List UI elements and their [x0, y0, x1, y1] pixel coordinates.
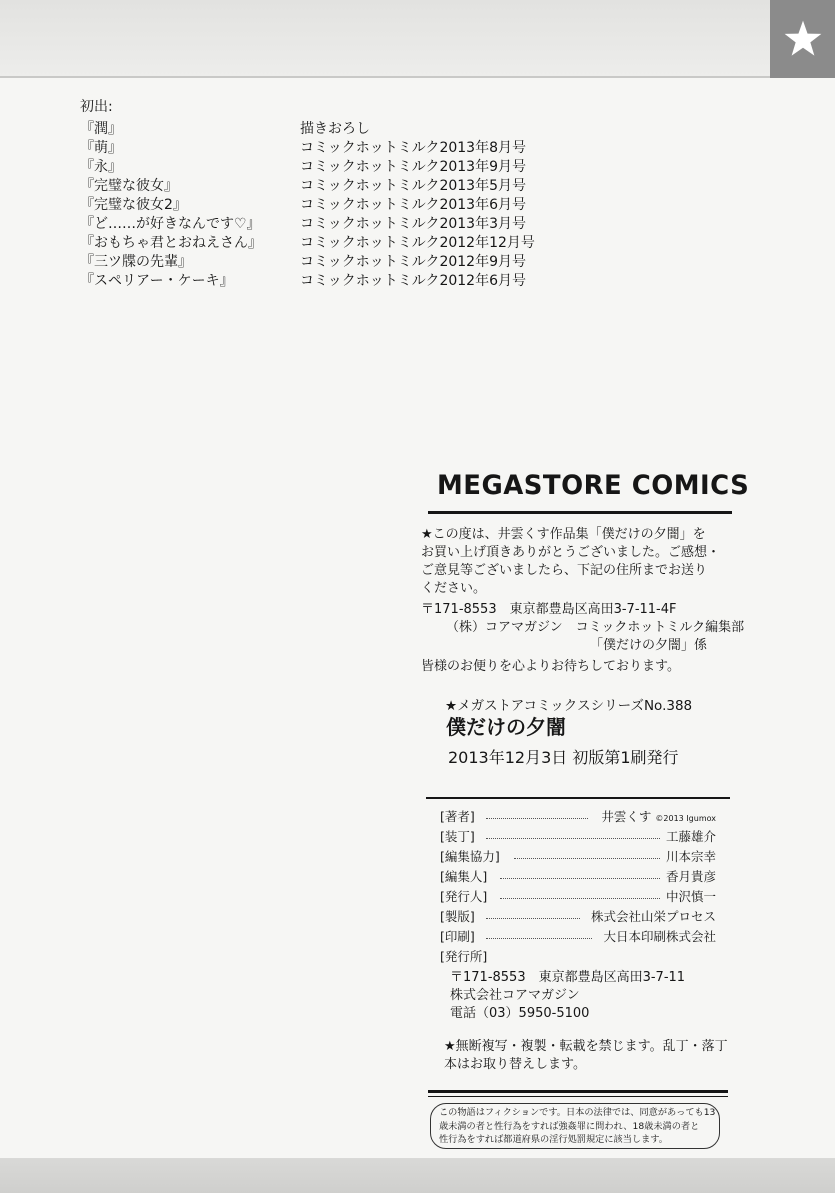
- brand-divider: [428, 511, 732, 514]
- credit-role: [編集協力]: [440, 849, 500, 864]
- credit-row: [440, 907, 716, 925]
- leader-dots: [486, 838, 660, 839]
- bottom-divider: [428, 1090, 728, 1093]
- reader-message-line: お買い上げ頂きありがとうございました。ご感想・: [421, 545, 721, 560]
- credit-row: [440, 847, 716, 865]
- closing-text: 皆様のお便りを心よりお待ちしております。: [421, 659, 680, 674]
- mail-address-line: （株）コアマガジン コミックホットミルク編集部: [446, 620, 745, 635]
- book-title: 僕だけの夕闇: [446, 715, 566, 739]
- copyright-note: ©2013 Igumox: [655, 814, 716, 823]
- story-source: コミックホットミルク2013年9月号: [300, 159, 526, 175]
- leader-dots: [486, 818, 588, 819]
- credit-role: [印刷]: [440, 929, 475, 944]
- credit-role: [著者]: [440, 809, 475, 824]
- credit-name: 川本宗幸: [665, 849, 716, 864]
- story-title: 『ど……が好きなんです♡』: [80, 216, 261, 232]
- credit-name-group: [601, 807, 716, 825]
- legal-line: 性行為をすれば都道府県の淫行処罰規定に該当します。: [439, 1134, 668, 1145]
- top-band-edge: [0, 76, 770, 78]
- credit-name: 井雲くす: [601, 809, 652, 824]
- story-title: 『完璧な彼女2』: [80, 197, 187, 213]
- story-source: コミックホットミルク2013年6月号: [300, 197, 526, 213]
- credit-name: 大日本印刷株式会社: [603, 929, 716, 944]
- credit-name: 中沢慎一: [665, 889, 716, 904]
- star-icon: [782, 18, 824, 60]
- brand-logo: MEGASTORE COMICS: [437, 470, 750, 501]
- mail-address-line: 〒171-8553 東京都豊島区高田3-7-11-4F: [421, 602, 677, 617]
- top-gray-band: [0, 0, 770, 76]
- story-title: 『スペリアー・ケーキ』: [80, 273, 234, 289]
- story-source: コミックホットミルク2012年6月号: [300, 273, 526, 289]
- credit-row: [440, 827, 716, 845]
- story-title: 『三ツ牒の先輩』: [80, 254, 192, 270]
- story-title: 『永』: [80, 159, 122, 175]
- reader-message-line: ください。: [421, 581, 487, 596]
- credits-divider: [426, 797, 730, 799]
- leader-dots: [486, 938, 592, 939]
- publisher-line: 株式会社コアマガジン: [450, 988, 580, 1003]
- edition-date: 2013年12月3日 初版第1刷発行: [448, 748, 679, 767]
- credit-role: [編集人]: [440, 869, 488, 884]
- story-title: 『萌』: [80, 140, 122, 156]
- copyright-notice-line: ★無断複写・複製・転載を禁じます。乱丁・落丁: [444, 1039, 728, 1054]
- publisher-line: 電話（03）5950-5100: [450, 1006, 590, 1021]
- story-title: 『潤』: [80, 121, 122, 137]
- story-source: コミックホットミルク2012年9月号: [300, 254, 526, 270]
- credit-row: [440, 887, 716, 905]
- leader-dots: [486, 918, 580, 919]
- legal-line: 歳未満の者と性行為をすれば強姦罪に問われ、18歳未満の者と: [439, 1120, 700, 1132]
- list-item: [0, 251, 600, 269]
- series-label: ★メガストアコミックスシリーズNo.388: [445, 698, 693, 714]
- story-title: 『おもちゃ君とおねえさん』: [80, 235, 262, 251]
- mail-address-line: 「僕だけの夕闇」係: [590, 638, 708, 653]
- story-source: コミックホットミルク2013年5月号: [300, 178, 526, 194]
- legal-disclaimer: [430, 1103, 720, 1149]
- reader-message-line: ★この度は、井雲くす作品集「僕だけの夕闇」を: [421, 527, 706, 542]
- list-item: [0, 118, 600, 136]
- story-source: 描きおろし: [300, 121, 370, 137]
- list-item: [0, 175, 600, 193]
- credit-row: [440, 927, 716, 945]
- story-title: 『完璧な彼女』: [80, 178, 178, 194]
- credit-role: [発行人]: [440, 889, 488, 904]
- list-item: [0, 270, 600, 288]
- list-item: [0, 194, 600, 212]
- list-item: [0, 213, 600, 231]
- story-source: コミックホットミルク2013年3月号: [300, 216, 526, 232]
- reader-message-line: ご意見等ございましたら、下記の住所までお送り: [421, 563, 708, 578]
- publisher-line: 〒171-8553 東京都豊島区高田3-7-11: [450, 970, 686, 985]
- credit-row: [440, 807, 716, 825]
- credit-role: [装丁]: [440, 829, 475, 844]
- leader-dots: [514, 858, 660, 859]
- first-appearance-title: 初出:: [80, 99, 113, 115]
- corner-tab: [770, 0, 835, 78]
- copyright-notice-line: 本はお取り替えします。: [444, 1057, 586, 1072]
- credit-role: [製版]: [440, 909, 475, 924]
- list-item: [0, 232, 600, 250]
- list-item: [0, 156, 600, 174]
- story-source: コミックホットミルク2012年12月号: [300, 235, 535, 251]
- credit-name: 工藤雄介: [665, 829, 716, 844]
- credit-name: 株式会社山栄プロセス: [590, 909, 716, 924]
- bottom-gray-band: [0, 1158, 835, 1193]
- bottom-divider-thin: [428, 1096, 728, 1097]
- story-source: コミックホットミルク2013年8月号: [300, 140, 526, 156]
- list-item: [0, 137, 600, 155]
- leader-dots: [500, 878, 660, 879]
- legal-line: この物語はフィクションです。日本の法律では、同意があっても13: [439, 1107, 716, 1118]
- credit-row: [440, 867, 716, 885]
- leader-dots: [500, 898, 660, 899]
- publisher-label-text: [発行所]: [440, 949, 488, 964]
- credit-name: 香月貴彦: [665, 869, 716, 884]
- publisher-label: [440, 947, 716, 965]
